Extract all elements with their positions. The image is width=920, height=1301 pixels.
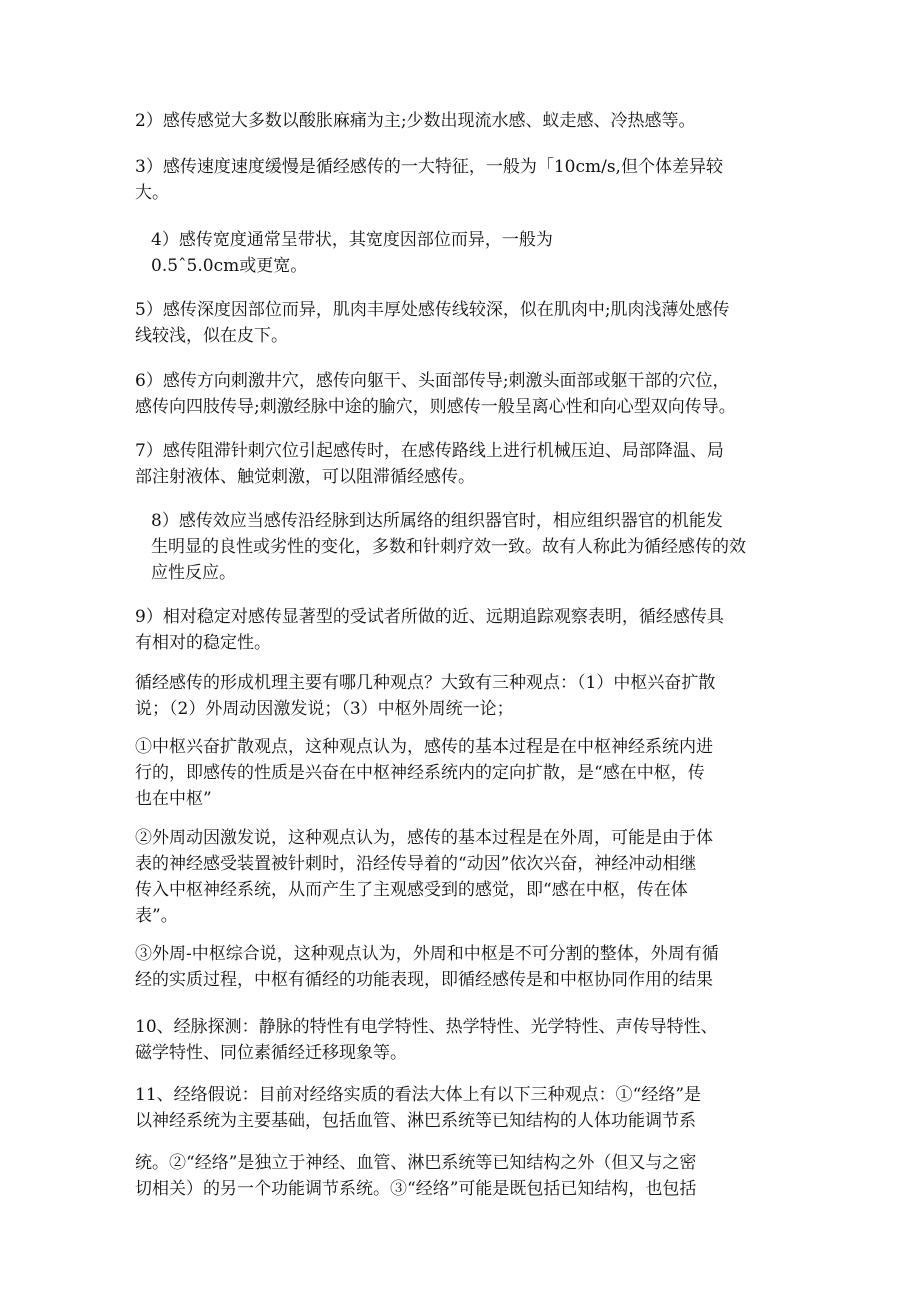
paragraph-sensation-width: 4）感传宽度通常呈带状，其宽度因部位而异，一般为 0.5ˆ5.0cm或更宽。 [151, 230, 553, 276]
paragraph-central-view: ①中枢兴奋扩散观点，这种观点认为，感传的基本过程是在中枢神经系统内进 行的，即感传的性质是兴奋在中枢神经系统内的定向扩散，是“感在中枢，传 也在中枢” [135, 737, 713, 809]
paragraph-meridian-hypothesis-cont: 统。②“经络”是独立于神经、血管、淋巴系统等已知结构之外（但又与之密 切相关）的另一个功能调节系统。③“经络”可能是既包括已知结构，也包括 [135, 1153, 697, 1199]
paragraph-sensation-speed: 3）感传速度速度缓慢是循经感传的一大特征，一般为「10cm/s,但个体差异较 大。 [135, 157, 723, 203]
paragraph-meridian-hypothesis: 11、经络假说：目前对经络实质的看法大体上有以下三种观点：①“经络”是 以神经系统为主要基础，包括血管、淋巴系统等已知结构的人体功能调节系 [135, 1085, 702, 1131]
paragraph-sensation-effect: 8）感传效应当感传沿经脉到达所属络的组织器官时，相应组织器官的机能发 生明显的良性或劣性的变化，多数和针刺疗效一致。故有人称此为循经感传的效 应性反应。 [151, 511, 746, 583]
paragraph-combined-view: ③外周-中枢综合说，这种观点认为，外周和中枢是不可分割的整体，外周有循 经的实质过程，中枢有循经的功能表现，即循经感传是和中枢协同作用的结果 [135, 944, 719, 990]
paragraph-sensation-depth: 5）感传深度因部位而异，肌肉丰厚处感传线较深，似在肌肉中;肌肉浅薄处感传 线较浅，似在皮下。 [135, 300, 730, 346]
paragraph-mechanism-views: 循经感传的形成机理主要有哪几种观点？大致有三种观点：（1）中枢兴奋扩散 说；（2）外周动因激发说；（3）中枢外周统一论； [135, 673, 716, 719]
paragraph-sensation-blocking: 7）感传阻滞针刺穴位引起感传时，在感传路线上进行机械压迫、局部降温、局 部注射液体、触觉刺激，可以阻滞循经感传。 [135, 441, 724, 487]
paragraph-sensation-direction: 6）感传方向刺激井穴，感传向躯干、头面部传导;刺激头面部或躯干部的穴位， 感传向四肢传导;刺激经脉中途的腧穴，则感传一般呈离心性和向心型双向传导。 [135, 371, 736, 417]
paragraph-meridian-detection: 10、经脉探测：静脉的特性有电学特性、热学特性、光学特性、声传导特性、 磁学特性、同位素循经迁移现象等。 [135, 1017, 718, 1063]
paragraph-peripheral-view: ②外周动因激发说，这种观点认为，感传的基本过程是在外周，可能是由于体 表的神经感受装置被针刺时，沿经传导着的“动因”依次兴奋，神经冲动相继 传入中枢神经系统，从而产生了主观感受到的感觉，即“感在中枢，传在体 表”。 [135, 828, 713, 926]
paragraph-sensation-stability: 9）相对稳定对感传显著型的受试者所做的近、远期追踪观察表明，循经感传具 有相对的稳定性。 [135, 607, 724, 653]
paragraph-sensation-quality: 2）感传感觉大多数以酸胀麻痛为主;少数出现流水感、蚁走感、冷热感等。 [135, 111, 696, 131]
